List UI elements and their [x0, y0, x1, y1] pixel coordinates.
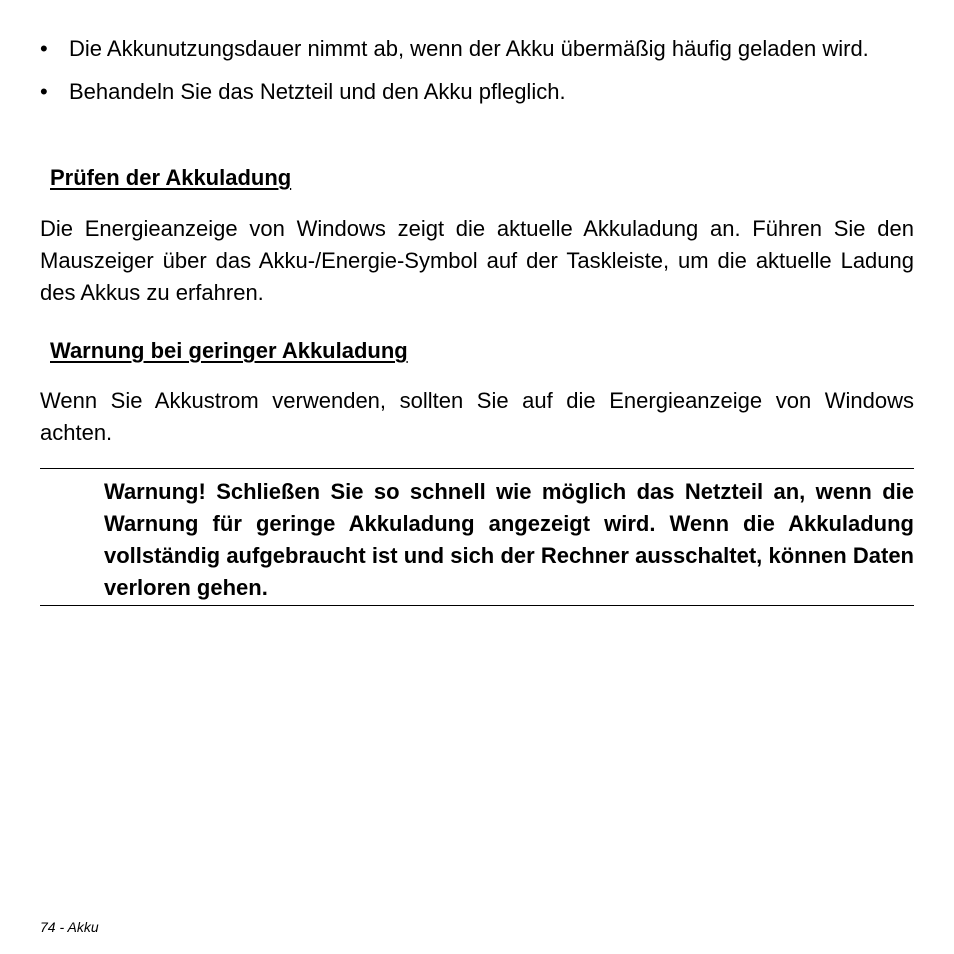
bullet-text: Behandeln Sie das Netzteil und den Akku pfleglich. [69, 79, 566, 104]
bullet-list [40, 33, 914, 108]
section-heading-check-charge: Prüfen der Akkuladung [50, 165, 292, 190]
page-footer: 74 - Akku [40, 919, 99, 935]
bullet-text: Die Akkunutzungsdauer nimmt ab, wenn der Akku übermäßig häufig geladen wird. [69, 36, 869, 61]
list-item [40, 76, 914, 108]
paragraph-check-charge: Die Energieanzeige von Windows zeigt die aktuelle Akkuladung an. Führen Sie den Mauszeiger über das Akku-/Energie-Symbol auf der Taskleiste, um die aktuelle Ladung des Akkus zu erfahren. [40, 216, 914, 305]
warning-box [40, 468, 914, 606]
paragraph-low-charge-warning: Wenn Sie Akkustrom verwenden, sollten Sie auf die Energieanzeige von Windows achten. [40, 388, 914, 445]
list-item [40, 33, 914, 65]
warning-text: Warnung! Schließen Sie so schnell wie möglich das Netzteil an, wenn die Warnung für geringe Akkuladung angezeigt wird. Wenn die Akkuladung vollständig aufgebraucht ist und sich der Rechner ausschaltet, können Daten verloren gehen. [104, 479, 914, 600]
section-heading-low-charge-warning: Warnung bei geringer Akkuladung [50, 338, 408, 363]
bullet-icon: • [40, 36, 48, 61]
bullet-icon: • [40, 79, 48, 104]
